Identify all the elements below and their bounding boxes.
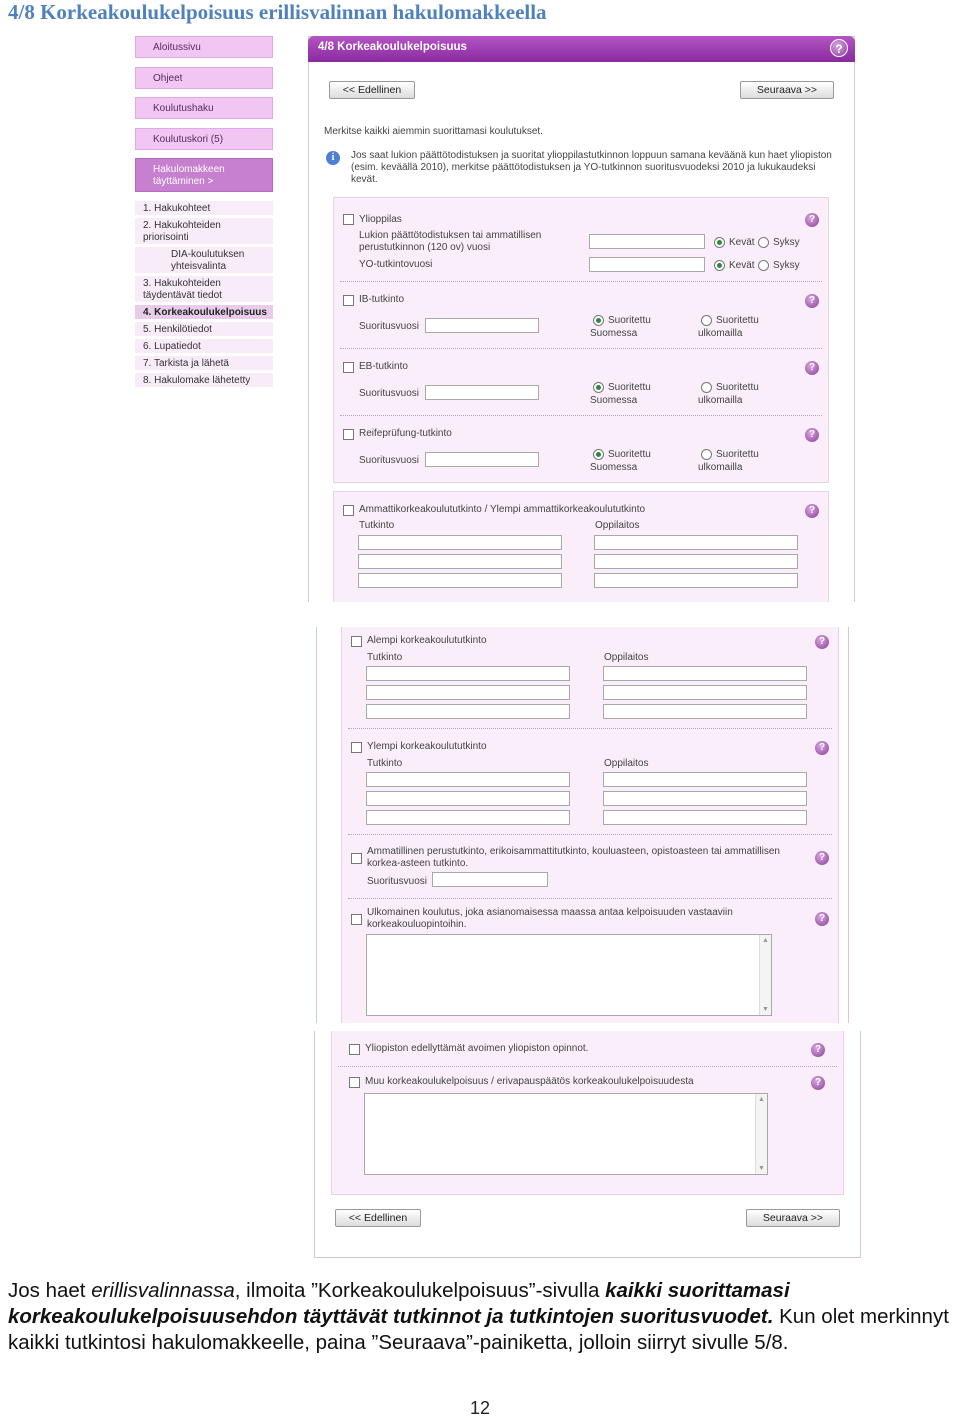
year-label: Suoritusvuosi xyxy=(359,321,420,332)
autumn-label: Syksy xyxy=(773,237,800,248)
step-label: 4. Korkeakoulukelpoisuus xyxy=(143,307,267,318)
step-henkilotiedot[interactable] xyxy=(135,322,273,337)
section-divider xyxy=(338,1066,837,1067)
step-label: 2. Hakukohteiden xyxy=(143,220,221,231)
help-icon[interactable]: ? xyxy=(805,428,819,442)
document-heading: 4/8 Korkeakoulukelpoisuus erillisvalinnan hakulomakkeella xyxy=(8,0,547,24)
eb-finland-radio[interactable] xyxy=(593,382,604,393)
institution-label: Oppilaitos xyxy=(595,520,640,531)
section-divider xyxy=(340,415,822,416)
spring-label: Kevät xyxy=(729,237,755,248)
lower-institution-input-1[interactable] xyxy=(603,666,807,681)
amk-checkbox[interactable] xyxy=(343,505,354,516)
scroll-down-icon[interactable]: ▼ xyxy=(758,1165,765,1172)
done-abroad-label-1: Suoritettu xyxy=(716,449,759,460)
year-label: Suoritusvuosi xyxy=(359,388,420,399)
scroll-up-icon[interactable]: ▲ xyxy=(762,937,769,944)
spring-label: Kevät xyxy=(729,260,755,271)
active-button-line1: Hakulomakkeen xyxy=(153,164,225,175)
section-divider xyxy=(348,898,832,899)
lukio-label-line1: Lukion päättötodistuksen tai ammatillisen xyxy=(359,230,542,241)
lower-institution-input-2[interactable] xyxy=(603,685,807,700)
caption-bold-emphasis: kaikki suorittamasi korkeakoulukelpoisuusehdon täyttävät tutkinnot ja tutkintojen suoritusvuodet. xyxy=(8,1279,790,1328)
previous-button[interactable]: << Edellinen xyxy=(329,81,415,99)
amk-institution-input-3[interactable] xyxy=(594,573,798,588)
step-hakukohteet[interactable] xyxy=(135,201,273,216)
next-button[interactable]: Seuraava >> xyxy=(746,1209,840,1227)
eb-checkbox[interactable] xyxy=(343,362,354,373)
previous-button[interactable]: << Edellinen xyxy=(335,1209,421,1227)
eb-label: EB-tutkinto xyxy=(359,361,408,372)
step-taydentavat-tiedot[interactable] xyxy=(135,276,273,303)
sidebar-button-hakulomake[interactable] xyxy=(135,158,273,192)
done-finland-label-1: Suoritettu xyxy=(608,449,651,460)
lower-degree-input-2[interactable] xyxy=(366,685,570,700)
help-icon[interactable]: ? xyxy=(830,39,848,57)
yo-spring-radio[interactable] xyxy=(714,260,725,271)
step-label: 7. Tarkista ja lähetä xyxy=(143,358,229,369)
foreign-label-line1: Ulkomainen koulutus, joka asianomaisessa maassa antaa kelpoisuuden vastaaviin xyxy=(367,907,733,918)
other-eligibility-textarea[interactable] xyxy=(364,1093,768,1175)
higher-institution-input-2[interactable] xyxy=(603,791,807,806)
degree-label: Tutkinto xyxy=(367,652,403,663)
higher-degree-input-1[interactable] xyxy=(366,772,570,787)
year-label: Suoritusvuosi xyxy=(359,455,420,466)
institution-label: Oppilaitos xyxy=(604,652,649,663)
yo-autumn-radio[interactable] xyxy=(758,260,769,271)
info-text-line3: kevät. xyxy=(351,174,378,185)
section-divider xyxy=(340,281,822,282)
ib-abroad-radio[interactable] xyxy=(701,315,712,326)
open-university-label: Yliopiston edellyttämät avoimen yliopiston opinnot. xyxy=(365,1043,589,1054)
degree-label: Tutkinto xyxy=(367,758,403,769)
autumn-label: Syksy xyxy=(773,260,800,271)
done-abroad-label-2: ulkomailla xyxy=(698,462,743,473)
ylioppilas-label: Ylioppilas xyxy=(359,214,402,225)
reife-finland-radio[interactable] xyxy=(593,449,604,460)
vocational-checkbox[interactable] xyxy=(351,853,362,864)
caption-part: Jos haet xyxy=(8,1279,92,1302)
reife-abroad-radio[interactable] xyxy=(701,449,712,460)
help-icon[interactable]: ? xyxy=(815,851,829,865)
panel-header xyxy=(308,36,855,62)
intro-text: Merkitse kaikki aiemmin suorittamasi koulutukset. xyxy=(324,126,543,137)
higher-institution-input-3[interactable] xyxy=(603,810,807,825)
step-label: yhteisvalinta xyxy=(171,261,227,272)
yo-year-input[interactable] xyxy=(589,257,705,272)
year-label: Suoritusvuosi xyxy=(367,876,428,887)
active-button-line2: täyttäminen > xyxy=(153,176,214,187)
section-divider xyxy=(348,728,832,729)
reife-checkbox[interactable] xyxy=(343,429,354,440)
degree-label: Tutkinto xyxy=(359,520,395,531)
scrollbar[interactable] xyxy=(755,1094,767,1174)
eb-year-input[interactable] xyxy=(425,385,539,400)
lower-degree-checkbox[interactable] xyxy=(351,636,362,647)
amk-degree-input-1[interactable] xyxy=(358,535,562,550)
ylioppilas-checkbox[interactable] xyxy=(343,214,354,225)
foreign-education-textarea[interactable] xyxy=(366,934,772,1016)
help-icon[interactable]: ? xyxy=(805,361,819,375)
done-abroad-label-2: ulkomailla xyxy=(698,395,743,406)
vocational-year-input[interactable] xyxy=(432,872,548,887)
step-label: 1. Hakukohteet xyxy=(143,203,211,214)
info-text-line1: Jos saat lukion päättötodistuksen ja suoritat ylioppilastutkinnon loppuun samana keväänä kun haet yliopiston xyxy=(351,150,832,161)
lukio-label-line2: perustutkinnon (120 ov) vuosi xyxy=(359,242,491,253)
step-label: 6. Lupatiedot xyxy=(143,341,201,352)
eb-abroad-radio[interactable] xyxy=(701,382,712,393)
other-eligibility-label: Muu korkeakoulukelpoisuus / erivapauspäätös korkeakoulukelpoisuudesta xyxy=(365,1076,694,1087)
lower-institution-input-3[interactable] xyxy=(603,704,807,719)
step-label: 3. Hakukohteiden xyxy=(143,278,221,289)
help-icon[interactable]: ? xyxy=(811,1076,825,1090)
help-icon[interactable]: ? xyxy=(815,912,829,926)
higher-institution-input-1[interactable] xyxy=(603,772,807,787)
sidebar-button-aloitussivu[interactable]: Aloitussivu xyxy=(135,36,273,58)
lower-degree-input-1[interactable] xyxy=(366,666,570,681)
caption-part: , ilmoita ”Korkeakoulukelpoisuus”-sivulla xyxy=(234,1279,606,1302)
lukio-autumn-radio[interactable] xyxy=(758,237,769,248)
next-button[interactable]: Seuraava >> xyxy=(740,81,834,99)
step-label: priorisointi xyxy=(143,232,189,243)
step-tarkista-ja-laheta[interactable] xyxy=(135,356,273,371)
step-korkeakoulukelpoisuus[interactable] xyxy=(135,305,273,320)
section-divider xyxy=(348,834,832,835)
done-finland-label-1: Suoritettu xyxy=(608,382,651,393)
panel-title: 4/8 Korkeakoulukelpoisuus xyxy=(318,41,467,53)
sidebar-button-koulutuskori[interactable]: Koulutuskori (5) xyxy=(135,128,273,150)
help-icon[interactable]: ? xyxy=(815,635,829,649)
help-icon[interactable]: ? xyxy=(805,294,819,308)
amk-institution-input-2[interactable] xyxy=(594,554,798,569)
help-icon[interactable]: ? xyxy=(811,1043,825,1057)
help-icon[interactable]: ? xyxy=(815,741,829,755)
amk-degree-input-2[interactable] xyxy=(358,554,562,569)
reife-year-input[interactable] xyxy=(425,452,539,467)
caption-paragraph xyxy=(8,1278,960,1356)
step-priorisointi[interactable] xyxy=(135,218,273,245)
lower-degree-label: Alempi korkeakoulututkinto xyxy=(367,635,487,646)
lukio-year-input[interactable] xyxy=(589,234,705,249)
page-number: 12 xyxy=(469,1398,491,1418)
sidebar-button-koulutushaku[interactable]: Koulutushaku xyxy=(135,97,273,119)
scroll-down-icon[interactable]: ▼ xyxy=(762,1006,769,1013)
done-abroad-label-1: Suoritettu xyxy=(716,315,759,326)
step-label: DIA-koulutuksen xyxy=(171,249,245,260)
help-icon[interactable]: ? xyxy=(805,213,819,227)
amk-institution-input-1[interactable] xyxy=(594,535,798,550)
step-hakulomake-lahetetty[interactable] xyxy=(135,373,273,388)
yo-year-label: YO-tutkintovuosi xyxy=(359,259,433,270)
done-finland-label-2: Suomessa xyxy=(590,462,638,473)
institution-label: Oppilaitos xyxy=(604,758,649,769)
foreign-education-checkbox[interactable] xyxy=(351,914,362,925)
open-university-checkbox[interactable] xyxy=(349,1044,360,1055)
step-label: 8. Hakulomake lähetetty xyxy=(143,375,251,386)
done-abroad-label-1: Suoritettu xyxy=(716,382,759,393)
section-divider xyxy=(340,348,822,349)
caption-part: Kun olet merkinnyt kaikki tutkintosi hakulomakkeelle, paina ”Seuraava”-painiketta, jolloin siirryt sivulle 5/8. xyxy=(8,1305,949,1354)
higher-degree-input-2[interactable] xyxy=(366,791,570,806)
vocational-label-line1: Ammatillinen perustutkinto, erikoisammattitutkinto, kouluasteen, opistoasteen tai ammatillisen xyxy=(367,846,780,857)
scrollbar[interactable] xyxy=(759,935,771,1015)
help-icon[interactable]: ? xyxy=(805,504,819,518)
done-finland-label-2: Suomessa xyxy=(590,328,638,339)
info-text-line2: (esim. keväällä 2010), merkitse päättötodistuksen ja YO-tutkinnon suoritusvuodeksi 2010 ja lukukaudeksi xyxy=(351,162,816,173)
sidebar-button-ohjeet[interactable]: Ohjeet xyxy=(135,67,273,89)
ib-label: IB-tutkinto xyxy=(359,294,405,305)
step-label: 5. Henkilötiedot xyxy=(143,324,212,335)
other-eligibility-checkbox[interactable] xyxy=(349,1077,360,1088)
ib-checkbox[interactable] xyxy=(343,295,354,306)
vocational-label-line2: korkea-asteen tutkinto. xyxy=(367,858,469,869)
ib-finland-radio[interactable] xyxy=(593,315,604,326)
step-dia-yhteisvalinta[interactable] xyxy=(135,247,273,274)
done-finland-label-2: Suomessa xyxy=(590,395,638,406)
reife-label: Reifeprüfung-tutkinto xyxy=(359,428,452,439)
scroll-up-icon[interactable]: ▲ xyxy=(758,1096,765,1103)
higher-degree-label: Ylempi korkeakoulututkinto xyxy=(367,741,487,752)
ib-year-input[interactable] xyxy=(425,318,539,333)
info-icon: i xyxy=(326,151,340,165)
foreign-label-line2: korkeakouluopintoihin. xyxy=(367,919,467,930)
done-abroad-label-2: ulkomailla xyxy=(698,328,743,339)
higher-degree-input-3[interactable] xyxy=(366,810,570,825)
done-finland-label-1: Suoritettu xyxy=(608,315,651,326)
amk-degree-input-3[interactable] xyxy=(358,573,562,588)
step-label: täydentävät tiedot xyxy=(143,290,222,301)
lukio-spring-radio[interactable] xyxy=(714,237,725,248)
caption-emphasis: erillisvalinnassa xyxy=(91,1279,235,1302)
higher-degree-checkbox[interactable] xyxy=(351,742,362,753)
amk-label: Ammattikorkeakoulututkinto / Ylempi ammattikorkeakoulututkinto xyxy=(359,504,646,515)
lower-degree-input-3[interactable] xyxy=(366,704,570,719)
step-lupatiedot[interactable] xyxy=(135,339,273,354)
